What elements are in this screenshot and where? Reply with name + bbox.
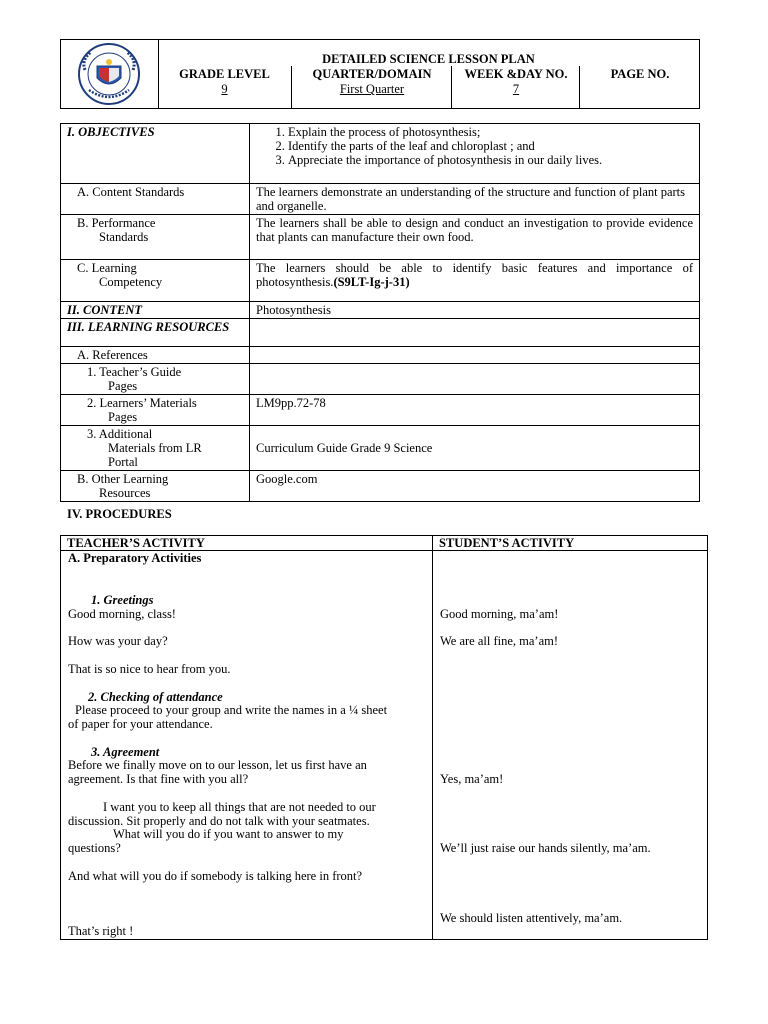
objective-item: 2. Identify the parts of the leaf and chloroplast ; and — [288, 139, 693, 153]
quarter-label: QUARTER/DOMAIN — [312, 67, 432, 81]
attendance-heading: 2. Checking of attendance — [88, 690, 223, 704]
student-line: We are all fine, ma’am! — [440, 634, 559, 648]
performance-standards-text: The learners shall be able to design and conduct an investigation to provide evidence that plants can manufacture their own food. — [256, 216, 693, 244]
competency-row — [61, 260, 700, 302]
week-day-cell — [451, 66, 580, 108]
additional-materials-row — [61, 426, 700, 471]
learners-materials-value: LM9pp.72-78 — [256, 396, 326, 410]
week-day-label: WEEK &DAY NO. — [464, 67, 568, 81]
learners-materials-row — [61, 395, 700, 426]
teacher-line: Please proceed to your group and write the names in a ¼ sheet — [75, 703, 388, 717]
objective-item: 3. Appreciate the importance of photosynthesis in our daily lives. — [288, 153, 693, 167]
objectives-row — [61, 124, 700, 184]
objectives-label: I. OBJECTIVES — [67, 125, 155, 139]
additional-materials-value: Curriculum Guide Grade 9 Science — [256, 441, 433, 455]
teacher-line: That’s right ! — [68, 924, 134, 938]
page-no-label: PAGE NO. — [610, 67, 670, 81]
lesson-plan-table — [60, 123, 700, 502]
performance-standards-label: B. Performance — [77, 216, 156, 230]
teacher-line: Before we finally move on to our lesson, let us first have an — [68, 758, 367, 772]
teachers-guide-label-2: Pages — [108, 379, 138, 393]
teacher-line: discussion. Sit properly and do not talk with your seatmates. — [68, 814, 370, 828]
student-activity-cell — [433, 551, 708, 940]
procedures-table — [60, 535, 708, 940]
teacher-line: What will you do if you want to answer to my — [113, 827, 344, 841]
content-standards-text: The learners demonstrate an understanding of the structure and function of plant parts and organelle. — [256, 185, 686, 213]
student-line: We should listen attentively, ma’am. — [440, 911, 623, 925]
learning-resources-row — [61, 319, 700, 347]
teachers-guide-row — [61, 364, 700, 395]
other-resources-label-2: Resources — [99, 486, 151, 500]
procedures-header-row — [61, 536, 708, 551]
competency-label: C. Learning — [77, 261, 137, 275]
competency-code: (S9LT-Ig-j-31) — [333, 275, 410, 289]
lesson-plan-header — [60, 39, 700, 109]
content-value: Photosynthesis — [256, 303, 332, 317]
grade-level-value: 9 — [221, 82, 228, 96]
quarter-cell — [291, 66, 452, 108]
competency-text: The learners should be able to identify basic features and importance of photosynthesis. — [256, 261, 693, 289]
content-standards-row — [61, 184, 700, 215]
quarter-value: First Quarter — [339, 82, 405, 96]
deped-seal-logo — [71, 42, 147, 106]
logo-cell — [61, 40, 159, 108]
document-title: DETAILED SCIENCE LESSON PLAN — [322, 52, 535, 66]
additional-materials-label: 3. Additional — [87, 427, 153, 441]
teacher-line: How was your day? — [68, 634, 168, 648]
greetings-heading: 1. Greetings — [91, 593, 154, 607]
references-label: A. References — [77, 348, 148, 362]
other-resources-label: B. Other Learning — [77, 472, 169, 486]
learners-materials-label: 2. Learners’ Materials — [87, 396, 197, 410]
other-resources-value: Google.com — [256, 472, 318, 486]
teacher-line: Good morning, class! — [68, 607, 176, 621]
teacher-line: And what will you do if somebody is talking here in front? — [68, 869, 363, 883]
student-line: We’ll just raise our hands silently, ma’am. — [440, 841, 651, 855]
performance-standards-row — [61, 215, 700, 260]
learning-resources-label: III. LEARNING RESOURCES — [67, 320, 230, 334]
teacher-line: I want you to keep all things that are not needed to our — [103, 800, 376, 814]
procedures-body-row — [61, 551, 708, 940]
content-standards-label: A. Content Standards — [77, 185, 185, 199]
student-activity-header: STUDENT’S ACTIVITY — [433, 536, 708, 551]
student-line: Good morning, ma’am! — [440, 607, 559, 621]
grade-level-label: GRADE LEVEL — [179, 67, 270, 81]
teacher-line: of paper for your attendance. — [68, 717, 213, 731]
preparatory-activities: A. Preparatory Activities — [68, 551, 202, 565]
learners-materials-label-2: Pages — [108, 410, 138, 424]
other-resources-row — [61, 471, 700, 502]
performance-standards-label-2: Standards — [99, 230, 149, 244]
content-row — [61, 302, 700, 319]
agreement-heading: 3. Agreement — [91, 745, 160, 759]
student-line: Yes, ma’am! — [440, 772, 504, 786]
objective-item: 1. Explain the process of photosynthesis; — [288, 125, 693, 139]
references-row — [61, 347, 700, 364]
teachers-guide-label: 1. Teacher’s Guide — [87, 365, 182, 379]
teacher-activity-cell — [61, 551, 433, 940]
additional-materials-label-3: Portal — [108, 455, 138, 469]
objectives-list — [256, 125, 693, 167]
teacher-line: questions? — [68, 841, 121, 855]
week-day-value: 7 — [512, 82, 520, 96]
content-label: II. CONTENT — [67, 303, 143, 317]
page-no-cell — [579, 66, 700, 108]
teacher-line: agreement. Is that fine with you all? — [68, 772, 249, 786]
competency-label-2: Competency — [99, 275, 163, 289]
teacher-line: That is so nice to hear from you. — [68, 662, 231, 676]
procedures-heading: IV. PROCEDURES — [67, 507, 172, 521]
additional-materials-label-2: Materials from LR — [108, 441, 202, 455]
grade-level-cell — [158, 66, 291, 108]
teacher-activity-header: TEACHER’S ACTIVITY — [61, 536, 433, 551]
